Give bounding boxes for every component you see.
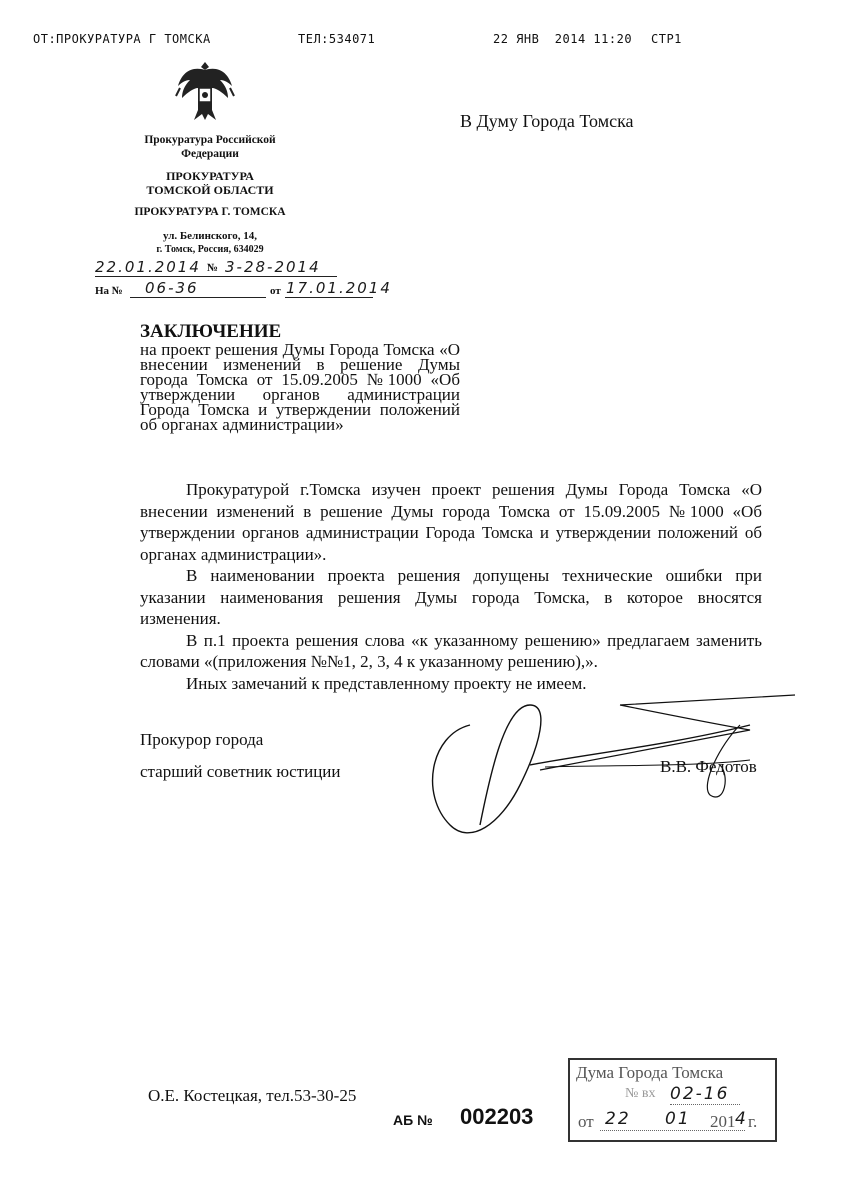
stamp-date-year-suffix: 4 [735,1109,748,1129]
fax-datetime: 22 ЯНВ 2014 11:20 [493,32,633,46]
letterhead-line-1: Прокуратура Российской [144,134,276,146]
reference-date: 17.01.2014 [286,279,392,297]
signer-position-2: старший советник юстиции [140,762,341,781]
registration-stamp [568,1058,777,1142]
fax-sender: ОТ:ПРОКУРАТУРА Г ТОМСКА [33,32,211,46]
fax-page: СТР1 [651,32,682,46]
stamp-date-line [600,1130,745,1131]
coat-of-arms-emblem [172,58,238,124]
fax-phone: ТЕЛ:534071 [298,32,376,46]
letterhead-line-5: ПРОКУРАТУРА Г. ТОМСКА [134,206,286,218]
letterhead-address-1: ул. Белинского, 14, [163,230,257,242]
body-paragraph-4: Иных замечаний к представленному проекту не имеем. [186,673,587,693]
stamp-organization: Дума Города Томска [576,1063,724,1082]
reference-number: 06-36 [145,279,199,297]
serial-number: 002203 [460,1104,534,1129]
handwritten-signature [410,685,800,845]
reference-number-line [130,297,266,298]
letterhead-line-3: ПРОКУРАТУРА [166,169,254,183]
outgoing-number-label: № [207,262,219,274]
letterhead-address-2: г. Томск, Россия, 634029 [156,244,264,255]
document-subject: на проект решения Думы Города Томска «О внесении изменений в решение Думы города Томска от 15.09.2005 №1000 «Об утверждении органов администрации Города Томска и утверждении положений об органах администрации» [140,340,460,434]
stamp-date-month: 01 [665,1109,691,1129]
document-body [140,479,762,694]
signer-name: В.В. Федотов [660,757,757,776]
signer-position-1: Прокурор города [140,730,264,749]
body-paragraph-3: В п.1 проекта решения слова «к указанному решению» предлагаем заменить словами «(приложения №№1, 2, 3, 4 к указанному решению),». [140,630,762,671]
letterhead-line-4: ТОМСКОЙ ОБЛАСТИ [146,183,274,197]
stamp-incoming-number: 02-16 [670,1084,730,1104]
outgoing-date: 22.01.2014 [95,258,201,276]
serial-label: АБ № [393,1112,433,1128]
stamp-incoming-label: № вх [625,1086,656,1101]
stamp-number-line [670,1104,740,1105]
body-paragraph-2: В наименовании проекта решения допущены технические ошибки при указании наименования решения Думы города Томска, в которое вносятся изменения. [140,566,762,628]
stamp-date-prefix: от [578,1112,594,1131]
stamp-date-suffix: г. [748,1112,758,1131]
body-paragraph-1: Прокуратурой г.Томска изучен проект решения Думы Города Томска «О внесении изменений в решение Думы города Томска от 15.09.2005 №1000 «Об утверждении органов администрации Города Томска и утверждении положений об органах администрации». [140,480,762,564]
document-title: ЗАКЛЮЧЕНИЕ [140,321,282,342]
stamp-date-day: 22 [605,1109,631,1129]
letterhead-line-2: Федерации [181,148,239,160]
stamp-date-year-prefix: 201 [710,1112,736,1131]
outgoing-line [95,276,337,277]
reference-date-label: от [270,285,281,297]
addressee: В Думу Города Томска [460,111,634,131]
reference-date-line [285,297,373,298]
reference-label: На № [95,285,123,297]
executor-contact: О.Е. Костецкая, тел.53-30-25 [148,1086,357,1105]
outgoing-number: 3-28-2014 [225,258,321,276]
